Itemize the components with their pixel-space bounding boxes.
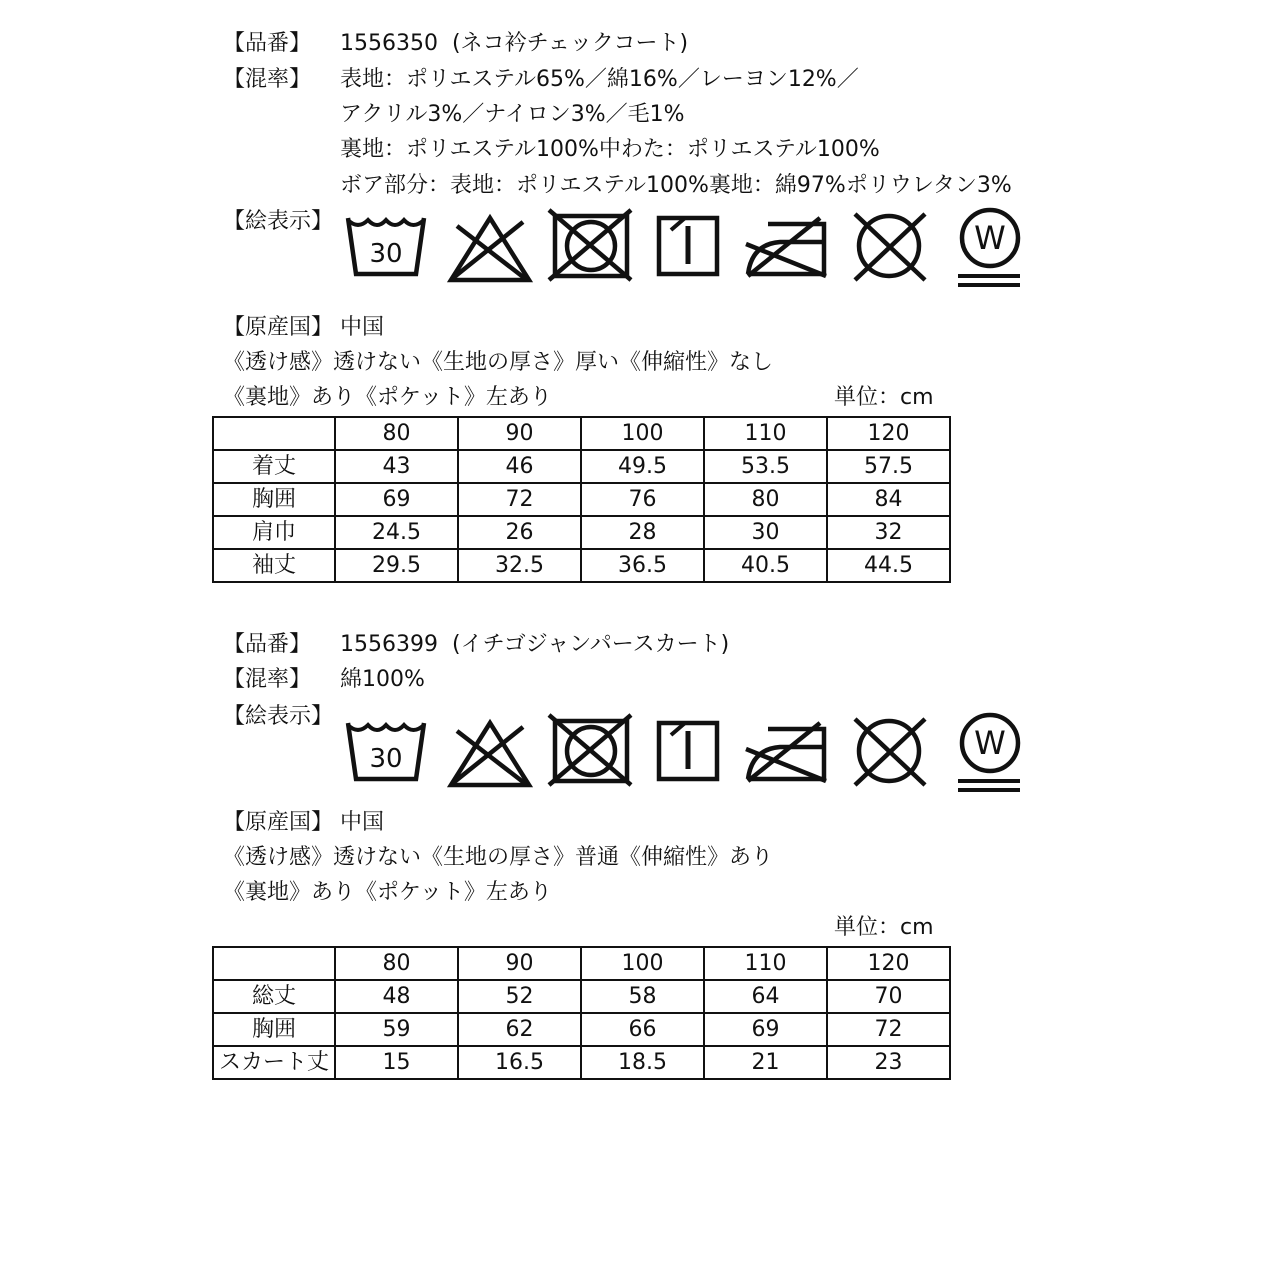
fabric-properties: 《透け感》透けない《生地の厚さ》普通《伸縮性》あり (223, 845, 774, 870)
table-cell: 72 (827, 1013, 950, 1046)
table-cell: 21 (704, 1046, 827, 1079)
item-number-label: 【品番】 (223, 31, 312, 56)
composition-line: アクリル3%／ナイロン3%／毛1% (340, 102, 685, 127)
composition-line: 裏地：ポリエステル100%中わた：ポリエステル100% (340, 137, 880, 162)
table-cell: 57.5 (827, 450, 950, 483)
row-header: 着丈 (213, 450, 335, 483)
no-tumble-dry-icon (545, 204, 635, 294)
table-cell: 40.5 (704, 549, 827, 582)
table-header-row (213, 947, 950, 980)
item-name: (イチゴジャンパースカート) (451, 632, 730, 657)
wet-clean-icon (950, 709, 1040, 799)
wash-30-icon (340, 709, 430, 799)
table-cell: 29.5 (335, 549, 458, 582)
table-cell: 18.5 (581, 1046, 704, 1079)
table-row (213, 450, 950, 483)
table-cell: 72 (458, 483, 581, 516)
item-code: 1556350 (340, 31, 438, 56)
table-cell: 80 (704, 483, 827, 516)
table-row (213, 1013, 950, 1046)
care-label: 【絵表示】 (223, 704, 334, 729)
composition-line: ボア部分：表地：ポリエステル100%裏地：綿97%ポリウレタン3% (340, 173, 1012, 198)
table-cell: 28 (581, 516, 704, 549)
table-cell: 76 (581, 483, 704, 516)
table-corner-cell (213, 417, 335, 450)
no-dryclean-icon (845, 204, 935, 294)
table-cell: 58 (581, 980, 704, 1013)
table-row (213, 1046, 950, 1079)
row-header: スカート丈 (213, 1046, 335, 1079)
table-row (213, 483, 950, 516)
table-cell: 48 (335, 980, 458, 1013)
care-icons (340, 204, 1030, 294)
origin-value: 中国 (340, 315, 385, 340)
table-cell: 30 (704, 516, 827, 549)
size-column-header: 90 (458, 417, 581, 450)
no-bleach-icon (445, 709, 535, 799)
composition-line: 綿100% (340, 667, 425, 692)
table-row (213, 516, 950, 549)
item-name: (ネコ衿チェックコート) (451, 31, 689, 56)
lining-pocket-info: 《裏地》あり《ポケット》左あり (223, 880, 552, 905)
table-corner-cell (213, 947, 335, 980)
table-cell: 43 (335, 450, 458, 483)
svg-text:W: W (974, 724, 1006, 762)
table-cell: 46 (458, 450, 581, 483)
table-row (213, 980, 950, 1013)
composition-line: 表地：ポリエステル65%／綿16%／レーヨン12%／ (340, 67, 859, 92)
table-cell: 69 (335, 483, 458, 516)
origin-label: 【原産国】 (223, 315, 334, 340)
size-column-header: 80 (335, 417, 458, 450)
size-column-header: 100 (581, 417, 704, 450)
table-cell: 32 (827, 516, 950, 549)
table-cell: 49.5 (581, 450, 704, 483)
item-number-label: 【品番】 (223, 632, 312, 657)
svg-text:30: 30 (369, 744, 403, 774)
no-dryclean-icon (845, 709, 935, 799)
table-cell: 15 (335, 1046, 458, 1079)
composition-label: 【混率】 (223, 667, 312, 692)
svg-text:W: W (974, 219, 1006, 257)
no-iron-icon (740, 709, 830, 799)
table-cell: 53.5 (704, 450, 827, 483)
table-cell: 26 (458, 516, 581, 549)
row-header: 総丈 (213, 980, 335, 1013)
table-cell: 70 (827, 980, 950, 1013)
table-cell: 32.5 (458, 549, 581, 582)
svg-text:30: 30 (369, 239, 403, 269)
unit-label: 単位：cm (834, 385, 934, 410)
line-dry-icon (645, 709, 735, 799)
row-header: 肩巾 (213, 516, 335, 549)
size-column-header: 120 (827, 947, 950, 980)
item-number-line (340, 30, 688, 58)
table-cell: 44.5 (827, 549, 950, 582)
unit-label: 単位：cm (834, 915, 934, 940)
table-header-row (213, 417, 950, 450)
size-column-header: 90 (458, 947, 581, 980)
size-column-header: 100 (581, 947, 704, 980)
table-cell: 16.5 (458, 1046, 581, 1079)
table-cell: 62 (458, 1013, 581, 1046)
table-cell: 64 (704, 980, 827, 1013)
table-row (213, 549, 950, 582)
size-column-header: 120 (827, 417, 950, 450)
row-header: 胸囲 (213, 483, 335, 516)
item-code: 1556399 (340, 632, 438, 657)
size-table (212, 416, 951, 583)
no-iron-icon (740, 204, 830, 294)
table-cell: 66 (581, 1013, 704, 1046)
wet-clean-icon (950, 204, 1040, 294)
origin-value: 中国 (340, 810, 385, 835)
line-dry-icon (645, 204, 735, 294)
table-cell: 84 (827, 483, 950, 516)
table-cell: 36.5 (581, 549, 704, 582)
size-table (212, 946, 951, 1080)
origin-label: 【原産国】 (223, 810, 334, 835)
care-label: 【絵表示】 (223, 209, 334, 234)
composition-label: 【混率】 (223, 67, 312, 92)
item-number-line (340, 631, 729, 659)
size-column-header: 80 (335, 947, 458, 980)
fabric-properties: 《透け感》透けない《生地の厚さ》厚い《伸縮性》なし (223, 350, 774, 375)
wash-30-icon (340, 204, 430, 294)
lining-pocket-info: 《裏地》あり《ポケット》左あり (223, 385, 552, 410)
row-header: 胸囲 (213, 1013, 335, 1046)
table-cell: 52 (458, 980, 581, 1013)
care-icons (340, 709, 1030, 799)
no-tumble-dry-icon (545, 709, 635, 799)
table-cell: 24.5 (335, 516, 458, 549)
table-cell: 59 (335, 1013, 458, 1046)
no-bleach-icon (445, 204, 535, 294)
table-cell: 23 (827, 1046, 950, 1079)
table-cell: 69 (704, 1013, 827, 1046)
row-header: 袖丈 (213, 549, 335, 582)
size-column-header: 110 (704, 947, 827, 980)
size-column-header: 110 (704, 417, 827, 450)
